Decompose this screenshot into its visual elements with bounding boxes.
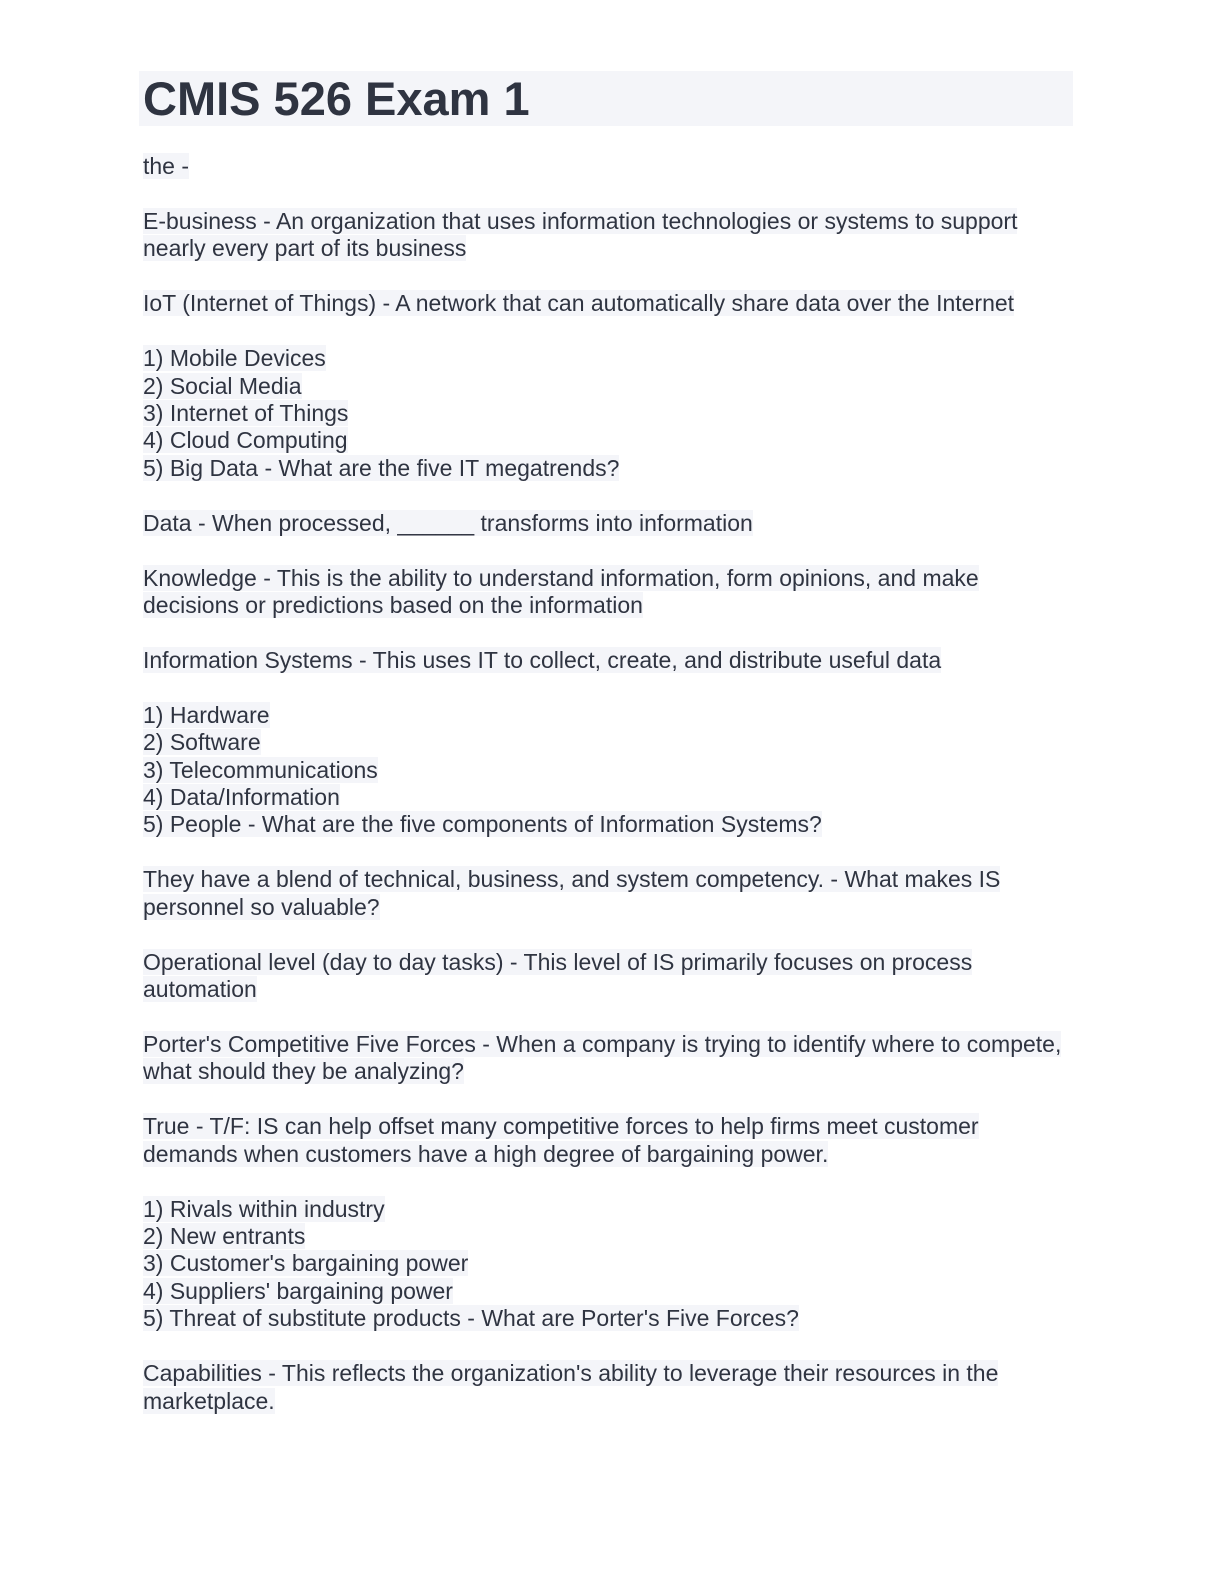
flashcard-text: True - T/F: IS can help offset many competitive forces to help firms meet customer demands when customers have a high degree of bargaining power.	[143, 1113, 979, 1167]
flashcard-5	[143, 565, 1073, 620]
document-page	[143, 71, 1073, 1415]
list-item: 5) Threat of substitute products - What are Porter's Five Forces?	[143, 1305, 799, 1332]
flashcard-text: IoT (Internet of Things) - A network that can automatically share data over the Internet	[143, 290, 1015, 317]
list-item: 4) Data/Information	[143, 784, 340, 810]
flashcard-text: Operational level (day to day tasks) - This level of IS primarily focuses on process automation	[143, 948, 973, 1003]
flashcard-7	[143, 702, 1073, 839]
flashcard-1	[143, 208, 1073, 263]
flashcard-13	[143, 1360, 1073, 1415]
list-item: 5) Big Data - What are the five IT megatrends?	[143, 454, 620, 481]
list-item: 1) Mobile Devices	[143, 345, 326, 372]
page-title: CMIS 526 Exam 1	[143, 72, 530, 125]
flashcard-text: Data - When processed, ______ transforms into information	[143, 509, 753, 536]
list-item: 2) Software	[143, 729, 261, 756]
flashcard-8	[143, 866, 1073, 921]
list-item: 1) Hardware	[143, 701, 270, 728]
flashcard-text: the -	[143, 153, 190, 179]
flashcard-text: Knowledge - This is the ability to understand information, form opinions, and make decisions or predictions based on the information	[143, 564, 979, 618]
flashcard-text: Porter's Competitive Five Forces - When a company is trying to identify where to compete, what should they be analyzing?	[143, 1030, 1062, 1085]
flashcard-2	[143, 290, 1073, 317]
list-item: 3) Customer's bargaining power	[143, 1250, 469, 1277]
flashcard-6	[143, 647, 1073, 674]
list-item: 3) Telecommunications	[143, 756, 378, 783]
list-item: 2) Social Media	[143, 372, 302, 399]
flashcard-10	[143, 1031, 1073, 1086]
list-item: 4) Suppliers' bargaining power	[143, 1277, 453, 1304]
list-item: 5) People - What are the five components of Information Systems?	[143, 811, 822, 838]
flashcard-text: Capabilities - This reflects the organization's ability to leverage their resources in the marketplace.	[143, 1360, 999, 1414]
flashcard-0	[143, 153, 1073, 180]
flashcard-11	[143, 1113, 1073, 1168]
flashcard-9	[143, 949, 1073, 1004]
list-item: 1) Rivals within industry	[143, 1195, 385, 1222]
list-item: 2) New entrants	[143, 1222, 306, 1249]
flashcard-12	[143, 1196, 1073, 1333]
flashcard-text: They have a blend of technical, business, and system competency. - What makes IS personnel so valuable?	[143, 866, 1001, 920]
flashcard-text: E-business - An organization that uses information technologies or systems to support nearly every part of its business	[143, 207, 1018, 262]
flashcard-3	[143, 345, 1073, 482]
flashcard-4	[143, 510, 1073, 537]
list-item: 4) Cloud Computing	[143, 427, 348, 454]
title-band	[139, 71, 1073, 126]
list-item: 3) Internet of Things	[143, 399, 349, 426]
flashcard-text: Information Systems - This uses IT to collect, create, and distribute useful data	[143, 646, 942, 673]
